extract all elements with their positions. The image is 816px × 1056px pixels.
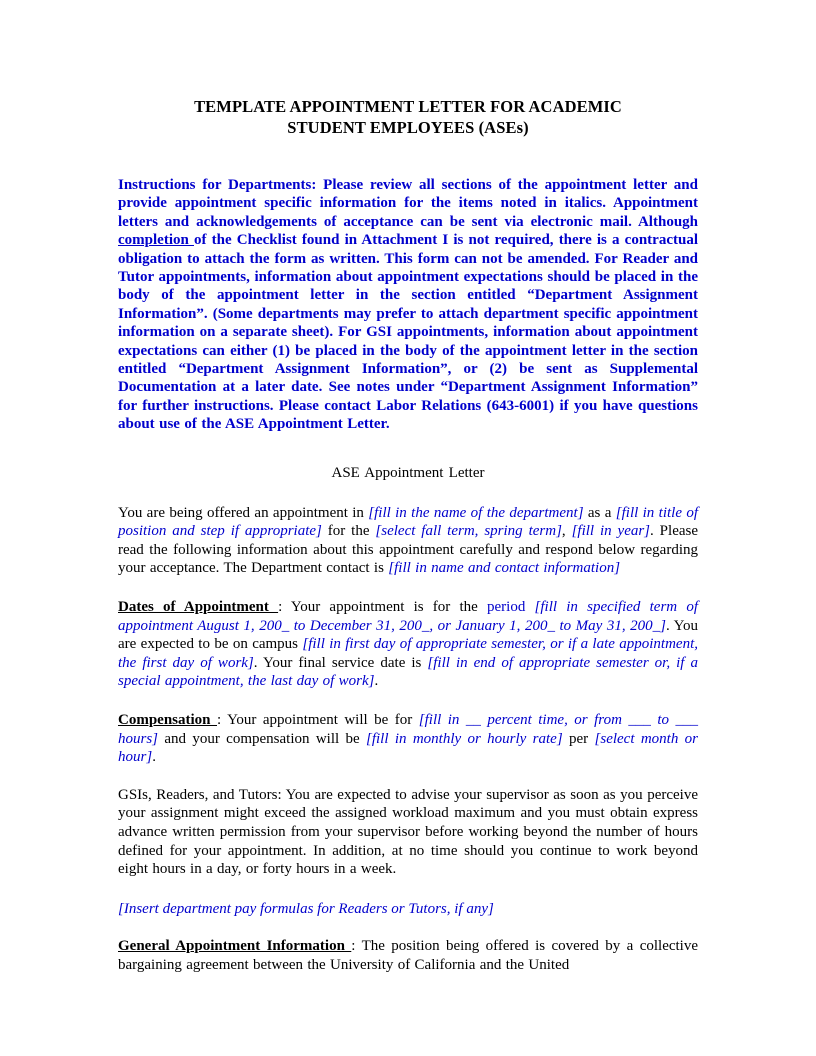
dates-of-appointment-heading: Dates of Appointment: [118, 599, 279, 616]
offer-text-1: You are being offered an appointment in: [118, 504, 369, 521]
document-body: [118, 96, 698, 990]
fill-monthly-or-hourly-rate[interactable]: [fill in monthly or hourly rate]: [366, 730, 563, 747]
dates-blue-word-period: period: [487, 599, 526, 616]
letter-subheading: ASE Appointment Letter: [331, 464, 485, 481]
dates-text-1: : Your appointment is for the: [278, 599, 488, 616]
fill-first-day-on-campus[interactable]: [fill in first day of appropriate semester, or if a late appointment, the first day of work]: [118, 636, 699, 671]
fill-contact-information[interactable]: [fill in name and contact information]: [388, 560, 621, 577]
general-appointment-information-paragraph: [118, 937, 698, 974]
instructions-paragraph: [118, 176, 698, 434]
page-title: [118, 96, 698, 138]
title-line-2: STUDENT EMPLOYEES (ASEs): [287, 118, 529, 137]
compensation-text-2: and your compensation will be: [158, 730, 366, 747]
instructions-text-part-2: of the Checklist found in Attachment I is not required, there is a contractual obligation to attach the form as written. This form can not be amended. For Reader and Tutor appointments, information about appointment expectations should be placed in the body of the appointment letter in the section entitled “Department Assignment Information”. (Some departments may prefer to attach department specific appointment information on a separate sheet). For GSI appointments, information about appointment expectations can either (1) be placed in the body of the appointment letter in the section entitled “Department Assignment Information”, or (2) be sent as Supplemental Documentation at a later date. See notes under “Department Assignment Information” for further instructions. Please contact Labor Relations (643-6001) if you have questions about use of the ASE Appointment Letter.: [118, 232, 698, 433]
dates-of-appointment-paragraph: [118, 598, 698, 691]
fill-position-title[interactable]: [fill in title of position and step if appropriate]: [118, 504, 698, 540]
fill-month-or-hour-select[interactable]: [select month or hour]: [118, 730, 699, 766]
compensation-paragraph: [118, 711, 698, 767]
title-line-1: TEMPLATE APPOINTMENT LETTER FOR ACADEMIC: [194, 97, 622, 116]
offer-text-2: as a: [583, 504, 616, 521]
compensation-heading: Compensation: [118, 712, 217, 729]
general-text-1: : The position being offered is covered by a collective bargaining agreement between the University of California and the United: [118, 938, 699, 973]
fill-percent-time-or-hours[interactable]: [fill in __ percent time, or from ___ to ___ hours]: [118, 712, 698, 747]
dates-text-3: . You are expected to be on campus: [118, 617, 699, 653]
compensation-text-4: .: [152, 749, 156, 766]
dates-text-2: [525, 599, 534, 615]
fill-year[interactable]: [fill in year]: [571, 523, 651, 540]
pay-formula-note[interactable]: [Insert department pay formulas for Readers or Tutors, if any]: [118, 900, 494, 917]
general-appointment-information-heading: General Appointment Information: [118, 938, 352, 955]
offer-text-4: ,: [561, 523, 572, 540]
compensation-text-3: per: [562, 730, 595, 747]
fill-final-service-date[interactable]: [fill in end of appropriate semester or, if a special appointment, the last day of work]: [118, 654, 698, 690]
instructions-underlined-word: completion: [118, 232, 194, 249]
fill-department-name[interactable]: [fill in the name of the department]: [368, 504, 584, 521]
fill-term-select[interactable]: [select fall term, spring term]: [375, 523, 562, 540]
offer-paragraph: [118, 504, 698, 578]
offer-text-5: . Please read the following information about this appointment carefully and respond below regarding your acceptance. The Department contact is: [118, 523, 698, 577]
workload-paragraph: GSIs, Readers, and Tutors: You are expected to advise your supervisor as soon as you perceive your assignment might exceed the assigned workload maximum and you must obtain express advance written permission from your supervisor before working beyond the number of hours defined for your appointment. In addition, at no time should you continue to work beyond eight hours in a day, or forty hours in a week.: [118, 786, 698, 878]
fill-specified-term[interactable]: [fill in specified term of appointment August 1, 200_ to December 31, 200_, or January 1, 200_ to May 31, 200_]: [118, 599, 698, 634]
offer-text-3: for the: [321, 523, 376, 540]
dates-text-4: . Your final service date is: [253, 654, 428, 671]
dates-text-5: .: [374, 673, 379, 690]
instructions-text-part-1: Instructions for Departments: Please review all sections of the appointment letter and provide appointment specific information for the items noted in italics. Appointment letters and acknowledgements of acceptance can be sent via electronic mail. Although: [118, 177, 698, 230]
compensation-text-1: : Your appointment will be for: [217, 712, 419, 729]
